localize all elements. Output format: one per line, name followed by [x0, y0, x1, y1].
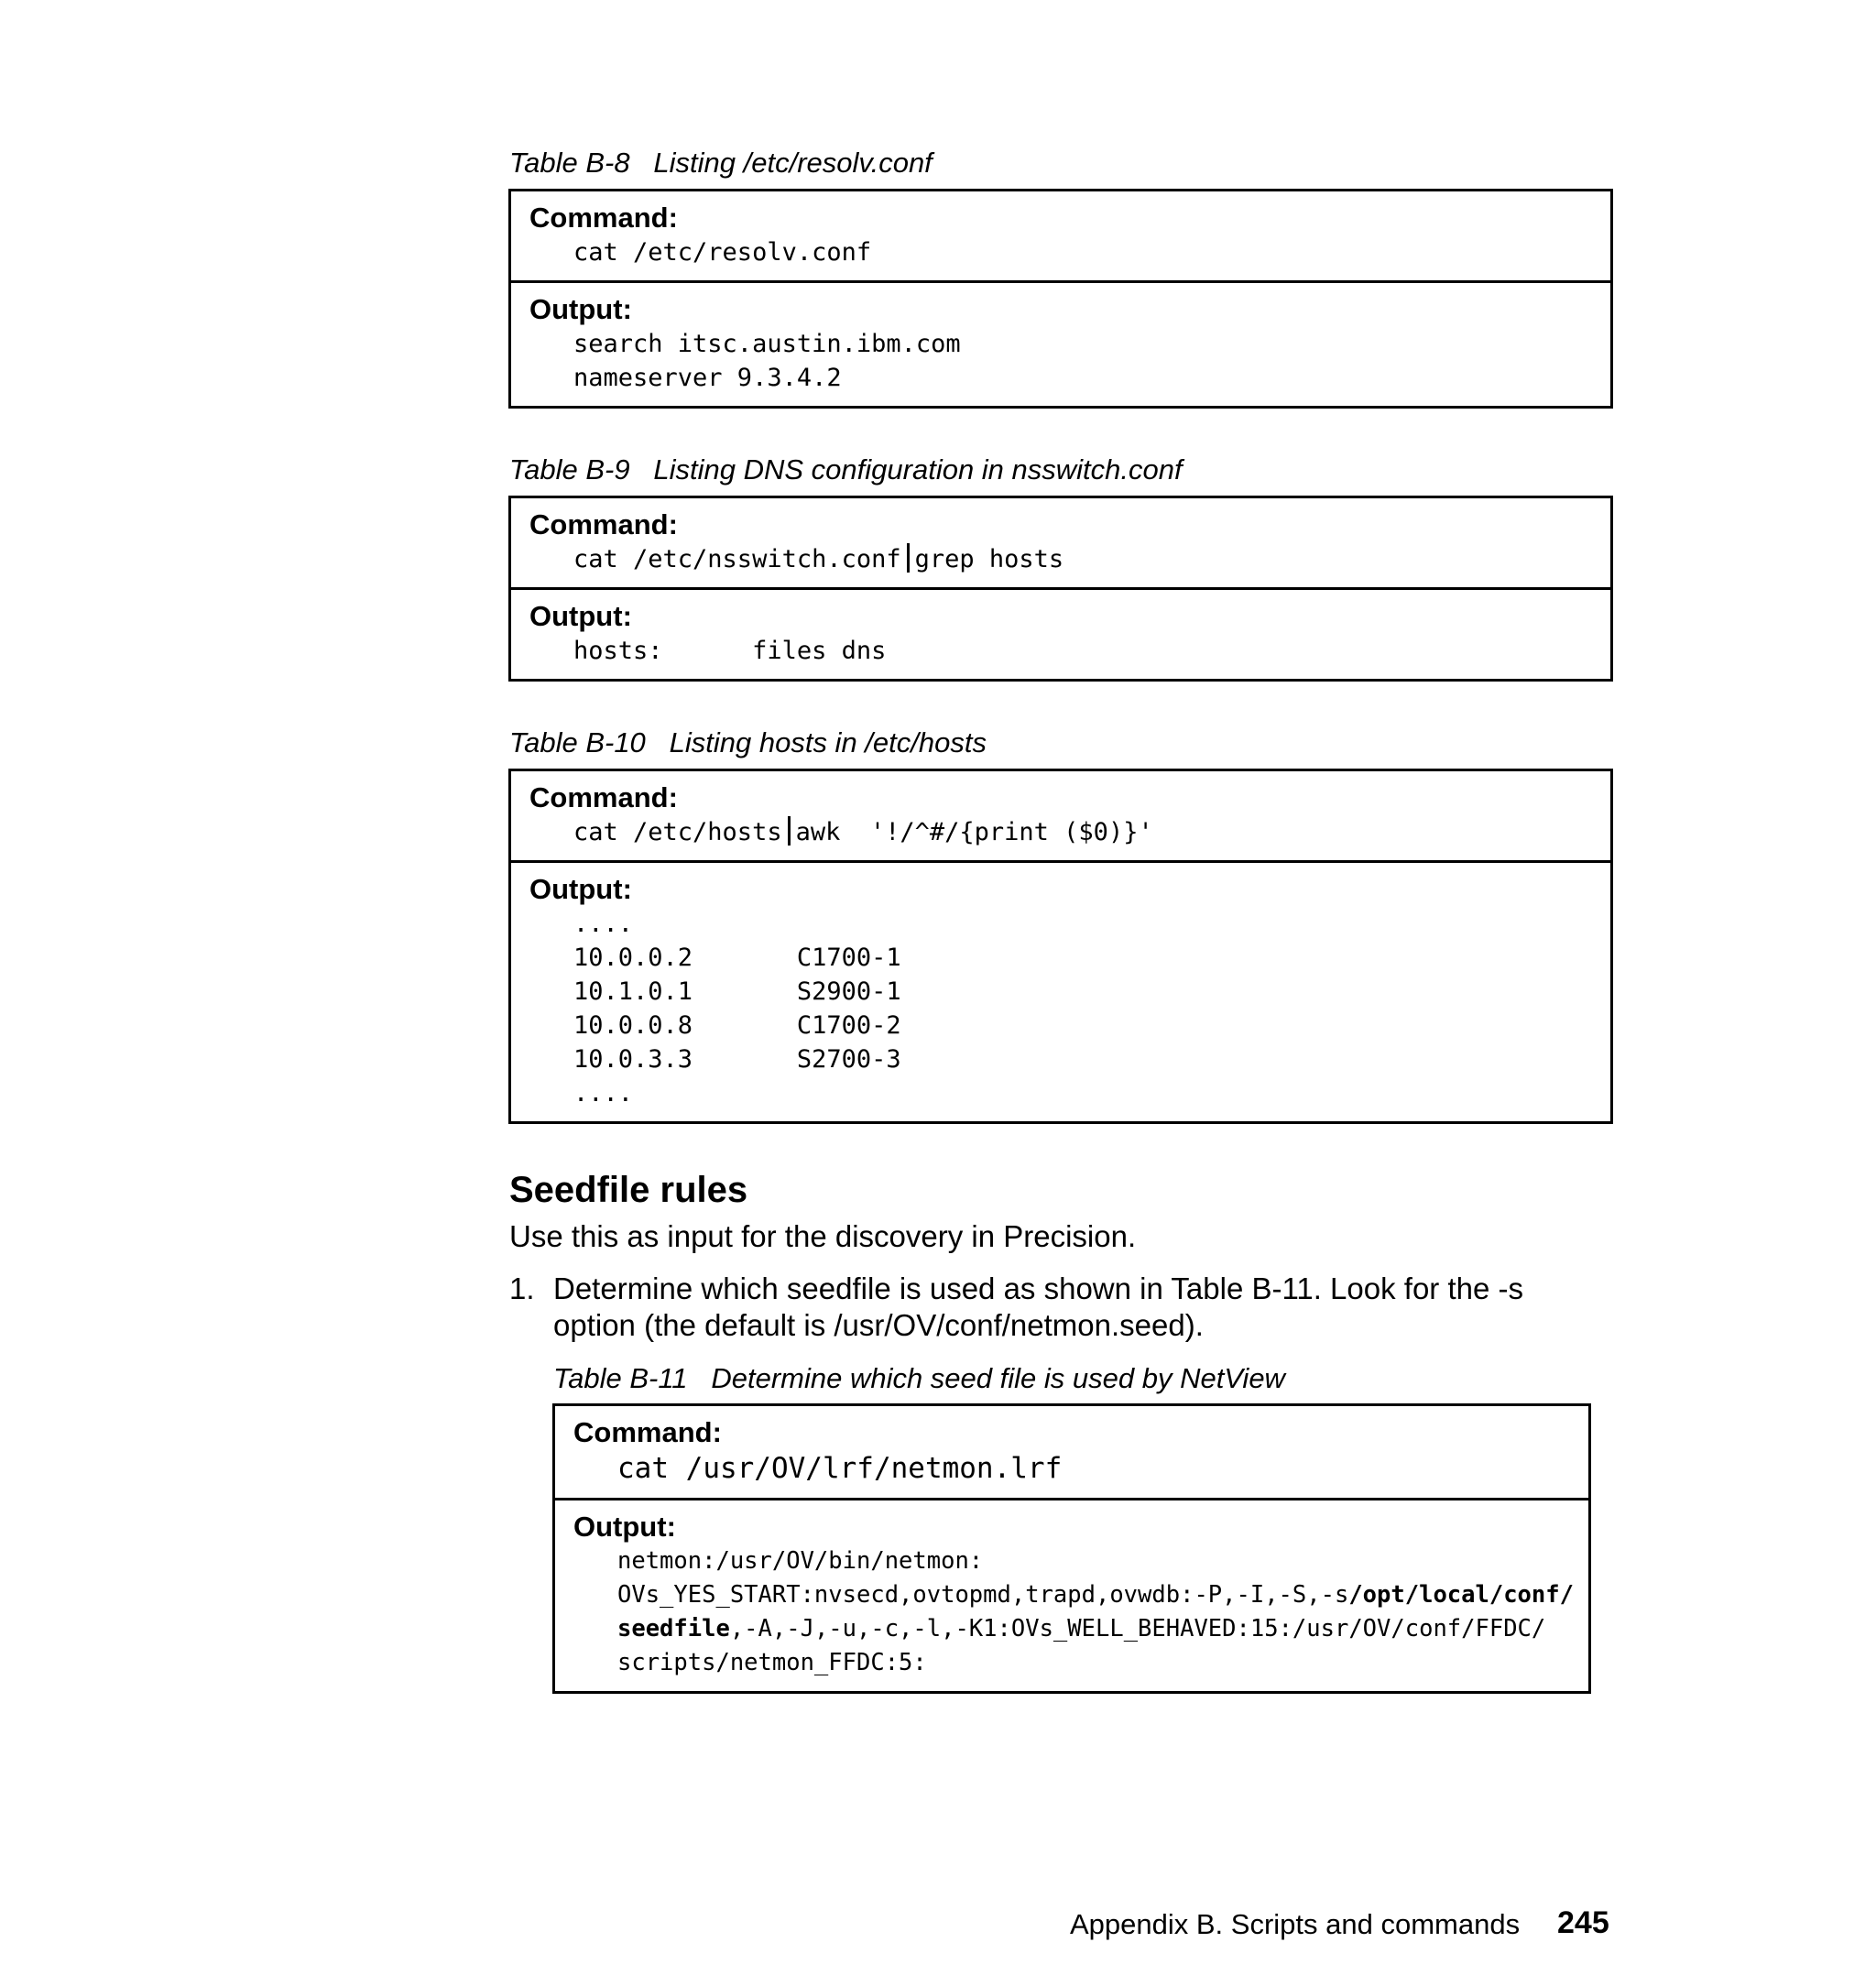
command-part: cat /etc/nsswitch.conf [573, 545, 901, 573]
output-line: hosts: files dns [573, 637, 887, 665]
output-line: 10.0.3.3 S2700-3 [573, 1045, 901, 1074]
section-heading: Seedfile rules [509, 1170, 748, 1210]
output-line: 10.0.0.2 C1700-1 [573, 944, 901, 972]
command-label: Command: [529, 781, 678, 813]
output-line: .... [573, 910, 634, 938]
command-text [529, 815, 1610, 849]
output-section [511, 280, 1610, 406]
output-line [573, 1578, 1588, 1612]
footer-text: Appendix B. Scripts and commands [1070, 1908, 1521, 1940]
table-caption-b8: Table B-8 Listing /etc/resolv.conf [509, 147, 933, 179]
step-text [553, 1271, 1523, 1344]
command-text: cat /etc/resolv.conf [573, 238, 872, 267]
command-section [511, 771, 1610, 860]
output-section [511, 860, 1610, 1121]
table-caption-b10: Table B-10 Listing hosts in /etc/hosts [509, 726, 987, 758]
output-section [511, 587, 1610, 679]
command-section [555, 1406, 1588, 1498]
output-text: ,-A,-J,-u,-c,-l,-K1:OVs_WELL_BEHAVED:15:/usr/OV/conf/FFDC/ [729, 1615, 1546, 1642]
step-line: Determine which seedfile is used as shown in Table B-11. Look for the -s [553, 1271, 1523, 1305]
table-b9 [508, 496, 1613, 682]
output-line: nameserver 9.3.4.2 [573, 364, 842, 392]
output-section [555, 1498, 1588, 1691]
output-line: 10.1.0.1 S2900-1 [573, 977, 901, 1006]
output-label: Output: [529, 600, 632, 632]
table-b10 [508, 769, 1613, 1124]
command-section [511, 498, 1610, 587]
command-section [511, 191, 1610, 280]
output-line: netmon:/usr/OV/bin/netmon: [617, 1547, 984, 1575]
intro-paragraph: Use this as input for the discovery in Precision. [509, 1219, 1137, 1253]
command-part: grep hosts [914, 545, 1064, 573]
command-part: cat /etc/hosts [573, 818, 782, 846]
output-line: search itsc.austin.ibm.com [573, 330, 961, 358]
output-label: Output: [573, 1511, 676, 1543]
output-label: Output: [529, 293, 632, 325]
step-line: option (the default is /usr/OV/conf/netmon.seed). [553, 1308, 1204, 1342]
page-number: 245 [1557, 1905, 1609, 1940]
command-label: Command: [529, 202, 678, 234]
output-label: Output: [529, 873, 632, 905]
table-b11 [552, 1403, 1591, 1694]
command-label: Command: [573, 1416, 722, 1448]
step-number: 1. [509, 1271, 535, 1305]
pipe-symbol [788, 816, 791, 846]
table-caption-b11: Table B-11 Determine which seed file is used by NetView [553, 1362, 1285, 1394]
output-bold-path: /opt/local/conf/ [1348, 1581, 1574, 1609]
output-line [573, 1612, 1588, 1646]
command-text: cat /usr/OV/lrf/netmon.lrf [617, 1452, 1063, 1485]
output-line: 10.0.0.8 C1700-2 [573, 1011, 901, 1040]
command-part: awk '!/^#/{print ($0)}' [795, 818, 1153, 846]
output-text: OVs_YES_START:nvsecd,ovtopmd,trapd,ovwdb:-P,-I,-S,-s [617, 1581, 1349, 1609]
output-line: scripts/netmon_FFDC:5: [617, 1649, 927, 1676]
table-b8 [508, 189, 1613, 409]
output-line: .... [573, 1079, 634, 1108]
output-bold-path: seedfile [617, 1615, 730, 1642]
command-label: Command: [529, 508, 678, 540]
pipe-symbol [907, 543, 910, 573]
command-text [529, 542, 1610, 576]
table-caption-b9: Table B-9 Listing DNS configuration in nsswitch.conf [509, 453, 1183, 486]
